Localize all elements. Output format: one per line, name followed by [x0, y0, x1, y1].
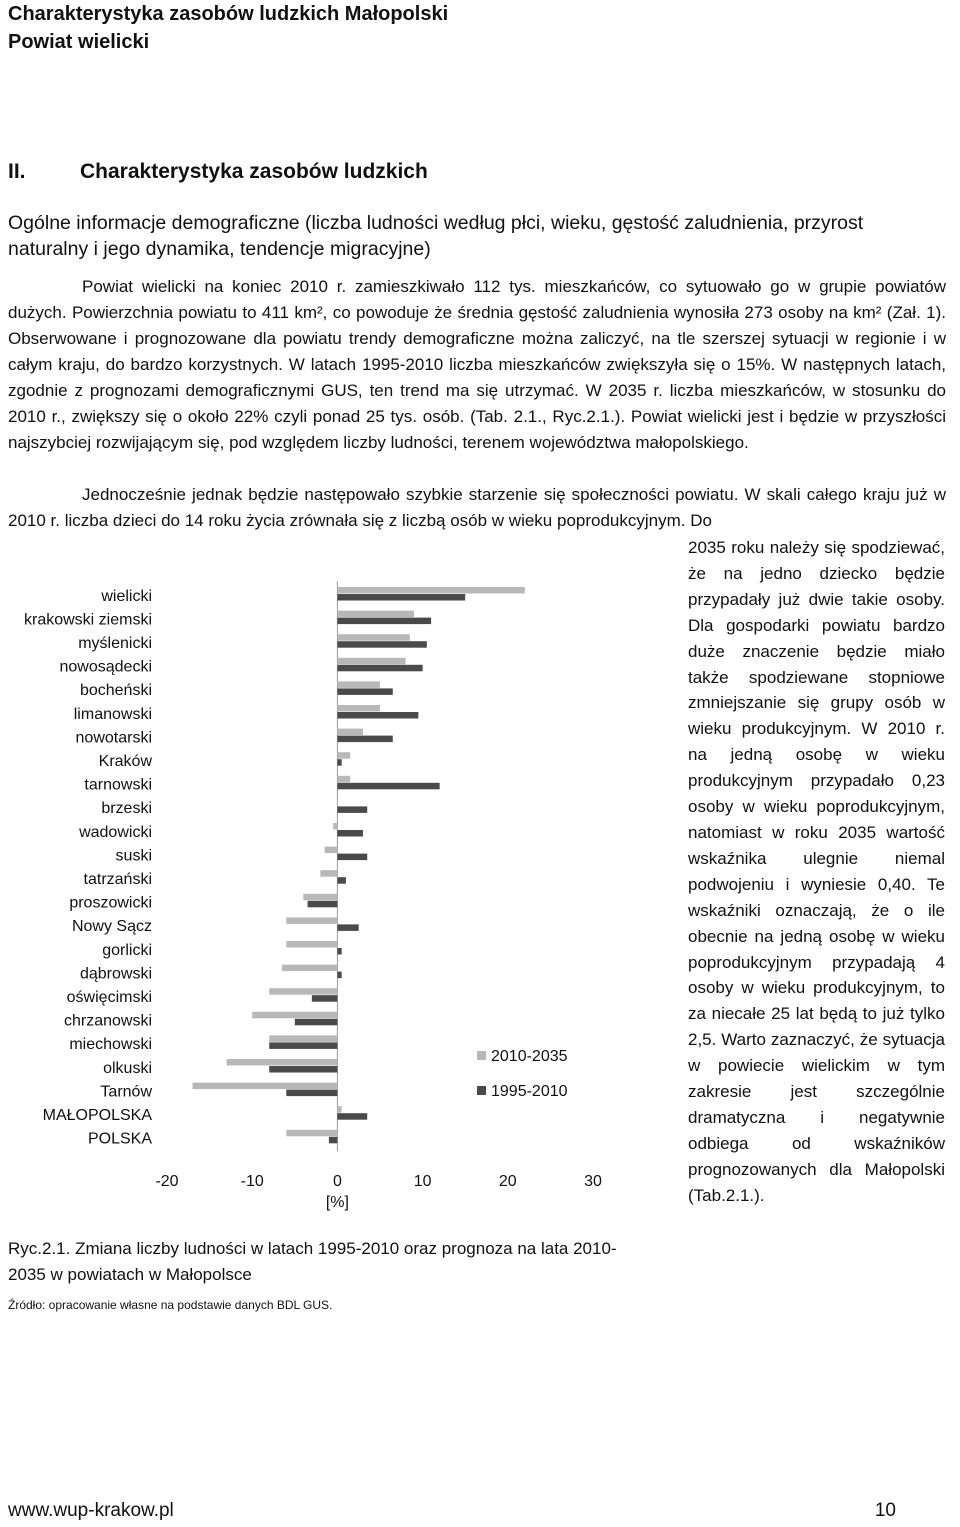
paragraph-2-text: Jednocześnie jednak będzie następowało szybkie starzenie się społeczności powiatu. W skali całego kraju już w 2010 r. liczba dzieci do 14 roku życia zrównała się z liczbą osób w wieku poprodukcyjnym. Do [8, 485, 946, 530]
bar-2010-2035-tarnowski [337, 776, 350, 783]
category-label: olkuski [103, 1059, 152, 1077]
bar-1995-2010-tatrzański [337, 877, 346, 884]
bar-1995-2010-nowotarski [337, 736, 392, 743]
bar-1995-2010-suski [337, 854, 367, 861]
paragraph-2 [8, 482, 946, 534]
bar-1995-2010-bocheński [337, 688, 392, 695]
category-label: limanowski [73, 705, 152, 723]
bar-2010-2035-gorlicki [286, 941, 337, 948]
bar-2010-2035-oświęcimski [269, 988, 337, 995]
x-axis-label: [%] [325, 1194, 349, 1211]
bar-2010-2035-Tarnów [193, 1083, 338, 1090]
header-subtitle: Powiat wielicki [8, 31, 150, 53]
bar-1995-2010-chrzanowski [295, 1019, 338, 1026]
bar-1995-2010-MAŁOPOLSKA [337, 1113, 367, 1120]
category-label: Kraków [98, 753, 152, 770]
bar-2010-2035-chrzanowski [252, 1012, 337, 1019]
bar-2010-2035-bocheński [337, 681, 380, 688]
category-label: chrzanowski [63, 1012, 152, 1030]
x-tick-label: -10 [240, 1173, 264, 1190]
category-label: dąbrowski [79, 965, 152, 983]
bar-2010-2035-limanowski [337, 705, 380, 712]
category-label: Tarnów [100, 1083, 152, 1101]
paragraph-1 [8, 274, 946, 456]
population-change-chart [0, 560, 680, 1220]
bar-1995-2010-oświęcimski [312, 995, 338, 1002]
bar-2010-2035-MAŁOPOLSKA [337, 1106, 341, 1113]
bar-1995-2010-wielicki [337, 594, 465, 601]
bar-1995-2010-POLSKA [329, 1137, 338, 1144]
x-tick-label: 20 [498, 1173, 517, 1190]
bar-1995-2010-brzeski [337, 806, 367, 813]
bar-2010-2035-POLSKA [286, 1130, 337, 1137]
bar-1995-2010-Tarnów [286, 1090, 337, 1097]
category-label: nowotarski [75, 729, 152, 747]
category-label: oświęcimski [66, 989, 152, 1006]
bar-1995-2010-proszowicki [308, 901, 338, 908]
bar-1995-2010-limanowski [337, 712, 418, 719]
bar-2010-2035-miechowski [269, 1035, 337, 1042]
footer-url[interactable]: www.wup-krakow.pl [8, 1500, 174, 1521]
x-tick-label: 30 [584, 1173, 602, 1190]
bar-1995-2010-miechowski [269, 1042, 337, 1049]
chart-svg [0, 560, 680, 1220]
category-label: tarnowski [84, 776, 152, 794]
legend-label: 1995-2010 [491, 1083, 568, 1100]
bar-2010-2035-Kraków [337, 752, 350, 759]
category-label: gorlicki [102, 941, 152, 959]
paragraph-1-text: Powiat wielicki na koniec 2010 r. zamieszkiwało 112 tys. mieszkańców, co sytuowało go w grupie powiatów dużych. Powierzchnia powiatu to 411 km², co powoduje że średnia gęstość zaludnienia wynosiła 273 osoby na km² (Zał. 1). Obserwowane i prognozowane dla powiatu trendy demograficzne można zaliczyć, na tle szerszej sytuacji w regionie i w całym kraju, do bardzo korzystnych. W latach 1995-2010 liczba mieszkańców zwiększyła się o 15%. W następnych latach, zgodnie z prognozami demograficznymi GUS, ten trend ma się utrzymać. W 2035 r. liczba mieszkańców, w stosunku do 2010 r., zwiększy się o około 22% czyli ponad 25 tys. osób. (Tab. 2.1., Ryc.2.1.). Powiat wielicki jest i będzie w przyszłości najszybciej rozwijającym się, pod względem liczby ludności, terenem województwa małopolskiego. [8, 277, 946, 452]
category-label: wielicki [101, 587, 152, 605]
category-label: wadowicki [79, 823, 152, 841]
bar-2010-2035-dąbrowski [282, 965, 337, 972]
bar-2010-2035-proszowicki [303, 894, 337, 901]
bar-1995-2010-Kraków [337, 759, 341, 766]
bar-1995-2010-nowosądecki [337, 665, 422, 672]
bar-1995-2010-Nowy Sącz [337, 924, 358, 931]
bar-2010-2035-suski [325, 847, 338, 854]
bar-1995-2010-krakowski ziemski [337, 618, 431, 625]
bar-1995-2010-gorlicki [337, 948, 341, 955]
section-title: Charakterystyka zasobów ludzkich [80, 160, 428, 183]
bar-2010-2035-tatrzański [320, 870, 337, 877]
category-label: MAŁOPOLSKA [42, 1107, 152, 1124]
bar-2010-2035-brzeski [337, 799, 338, 806]
x-tick-label: 10 [413, 1173, 432, 1190]
category-label: Nowy Sącz [71, 918, 152, 936]
bar-2010-2035-wadowicki [333, 823, 337, 830]
legend-label: 2010-2035 [491, 1048, 568, 1065]
bar-2010-2035-nowosądecki [337, 658, 405, 665]
category-label: bocheński [79, 682, 152, 700]
category-label: proszowicki [69, 894, 152, 912]
figure-caption: Ryc.2.1. Zmiana liczby ludności w latach 1995-2010 oraz prognoza na lata 2010-2035 w powiatach w Małopolsce [8, 1239, 617, 1284]
page-number: 10 [874, 1500, 896, 1521]
category-label: krakowski ziemski [23, 611, 152, 629]
bar-2010-2035-Nowy Sącz [286, 917, 337, 924]
header-title: Charakterystyka zasobów ludzkich Małopolski [8, 3, 449, 25]
legend-swatch-2010-2035 [477, 1051, 486, 1060]
bar-2010-2035-nowotarski [337, 729, 363, 736]
bar-1995-2010-wadowicki [337, 830, 363, 837]
x-tick-label: 0 [332, 1173, 342, 1190]
bar-1995-2010-myślenicki [337, 641, 426, 648]
subsection-heading: Ogólne informacje demograficzne (liczba ludności według płci, wieku, gęstość zaludnienia, przyrost naturalny i jego dynamika, tendencje migracyjne) [8, 212, 864, 260]
category-label: POLSKA [87, 1130, 152, 1148]
category-label: tatrzański [83, 871, 152, 888]
legend-swatch-1995-2010 [477, 1086, 486, 1095]
figure-source: Źródło: opracowanie własne na podstawie danych BDL GUS. [8, 1298, 333, 1312]
x-tick-label: -20 [155, 1173, 179, 1190]
bar-2010-2035-wielicki [337, 587, 524, 594]
bar-2010-2035-krakowski ziemski [337, 611, 414, 618]
bar-1995-2010-tarnowski [337, 783, 439, 790]
sidebar-paragraph: 2035 roku należy się spodziewać, że na jedno dziecko będzie przypadały już dwie takie osoby. Dla gospodarki powiatu bardzo duże znaczenie będzie miało także spodziewane stopniowe zmniejszanie się grupy osób w wieku produkcyjnym. W 2010 r. na jedną osobę w wieku produkcyjnym przypadało 0,23 osoby w wieku poprodukcyjnym, natomiast w roku 2035 wartość wskaźnika ulegnie niemal podwojeniu i wyniesie 0,40. Te wskaźniki oznaczają, że o ile obecnie na jedną osobę w wieku poprodukcyjnym przypadają 4 osoby w wieku produkcyjnym, to za niecałe 25 lat będą to już tylko 2,5. Warto zaznaczyć, że sytuacja w powiecie wielickim w tym zakresie jest szczególnie dramatyczna i negatywnie odbiega od wskaźników prognozowanych dla Małopolski (Tab.2.1.). [688, 538, 945, 1205]
bar-2010-2035-olkuski [227, 1059, 338, 1066]
section-heading [8, 160, 428, 184]
running-header [8, 0, 448, 56]
category-label: miechowski [69, 1036, 152, 1054]
category-label: suski [115, 847, 152, 865]
bar-1995-2010-olkuski [269, 1066, 337, 1073]
section-number: II. [8, 160, 26, 183]
category-label: nowosądecki [59, 658, 152, 676]
category-label: myślenicki [78, 635, 152, 652]
category-label: brzeski [101, 800, 152, 818]
bar-1995-2010-dąbrowski [337, 972, 341, 979]
bar-2010-2035-myślenicki [337, 634, 409, 641]
